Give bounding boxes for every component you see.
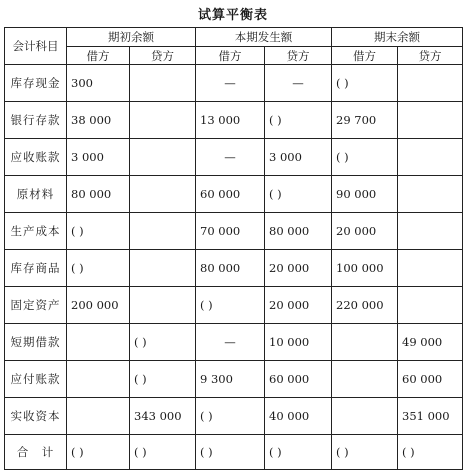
- cell-opening-credit: [130, 250, 196, 287]
- cell-period-debit: —: [196, 139, 265, 176]
- table-row: [5, 176, 463, 213]
- cell-period-credit: 3 000: [265, 139, 332, 176]
- header-group-closing: 期末余额: [332, 28, 463, 47]
- cell-closing-debit: 100 000: [332, 250, 398, 287]
- cell-period-credit: 20 000: [265, 287, 332, 324]
- cell-opening-credit: ( ): [130, 361, 196, 398]
- account-name: 生产成本: [5, 213, 67, 250]
- cell-period-credit: —: [265, 65, 332, 102]
- cell-period-debit: —: [196, 65, 265, 102]
- cell-closing-debit: [332, 361, 398, 398]
- trial-balance-table: [4, 27, 463, 470]
- cell-opening-debit: ( ): [67, 213, 130, 250]
- cell-period-credit: 40 000: [265, 398, 332, 435]
- cell-period-debit: 13 000: [196, 102, 265, 139]
- account-name: 银行存款: [5, 102, 67, 139]
- header-row-groups: [5, 28, 463, 47]
- cell-closing-debit: ( ): [332, 435, 398, 470]
- cell-opening-credit: [130, 213, 196, 250]
- account-name: 应付账款: [5, 361, 67, 398]
- cell-closing-credit: 60 000: [398, 361, 463, 398]
- cell-opening-credit: 343 000: [130, 398, 196, 435]
- header-group-period: 本期发生额: [196, 28, 332, 47]
- header-debit: 借方: [196, 47, 265, 65]
- cell-opening-credit: [130, 139, 196, 176]
- table-row: [5, 102, 463, 139]
- cell-closing-credit: [398, 287, 463, 324]
- cell-closing-debit: 29 700: [332, 102, 398, 139]
- header-row-sides: [5, 47, 463, 65]
- cell-opening-credit: [130, 287, 196, 324]
- cell-opening-debit: 200 000: [67, 287, 130, 324]
- header-debit: 借方: [332, 47, 398, 65]
- cell-closing-credit: [398, 65, 463, 102]
- total-row: [5, 435, 463, 470]
- account-name: 短期借款: [5, 324, 67, 361]
- cell-closing-credit: [398, 176, 463, 213]
- cell-opening-credit: [130, 176, 196, 213]
- cell-period-debit: 9 300: [196, 361, 265, 398]
- cell-opening-credit: ( ): [130, 324, 196, 361]
- cell-opening-debit: [67, 398, 130, 435]
- cell-opening-credit: [130, 102, 196, 139]
- header-credit: 贷方: [398, 47, 463, 65]
- table-row: [5, 213, 463, 250]
- cell-opening-debit: [67, 324, 130, 361]
- account-name: 固定资产: [5, 287, 67, 324]
- cell-closing-credit: 49 000: [398, 324, 463, 361]
- table-row: [5, 250, 463, 287]
- cell-closing-debit: [332, 324, 398, 361]
- cell-opening-debit: ( ): [67, 250, 130, 287]
- table-row: [5, 361, 463, 398]
- cell-period-debit: 70 000: [196, 213, 265, 250]
- cell-period-debit: ( ): [196, 435, 265, 470]
- table-body: [5, 65, 463, 470]
- account-name: 合 计: [5, 435, 67, 470]
- cell-opening-debit: 38 000: [67, 102, 130, 139]
- cell-opening-debit: [67, 361, 130, 398]
- account-name: 应收账款: [5, 139, 67, 176]
- cell-period-credit: 10 000: [265, 324, 332, 361]
- cell-period-debit: ( ): [196, 398, 265, 435]
- header-account: 会计科目: [5, 28, 67, 65]
- account-name: 实收资本: [5, 398, 67, 435]
- cell-closing-credit: [398, 102, 463, 139]
- cell-opening-credit: ( ): [130, 435, 196, 470]
- cell-period-credit: ( ): [265, 176, 332, 213]
- table-row: [5, 65, 463, 102]
- cell-opening-debit: ( ): [67, 435, 130, 470]
- account-name: 原材料: [5, 176, 67, 213]
- cell-closing-debit: ( ): [332, 65, 398, 102]
- cell-closing-debit: 220 000: [332, 287, 398, 324]
- cell-period-credit: ( ): [265, 102, 332, 139]
- cell-opening-credit: [130, 65, 196, 102]
- table-row: [5, 324, 463, 361]
- cell-period-credit: 80 000: [265, 213, 332, 250]
- cell-closing-credit: [398, 250, 463, 287]
- cell-closing-debit: 20 000: [332, 213, 398, 250]
- cell-period-debit: —: [196, 324, 265, 361]
- cell-closing-debit: ( ): [332, 139, 398, 176]
- cell-closing-debit: 90 000: [332, 176, 398, 213]
- header-credit: 贷方: [265, 47, 332, 65]
- cell-period-credit: ( ): [265, 435, 332, 470]
- cell-period-debit: 80 000: [196, 250, 265, 287]
- cell-period-debit: ( ): [196, 287, 265, 324]
- cell-period-debit: 60 000: [196, 176, 265, 213]
- cell-closing-debit: [332, 398, 398, 435]
- cell-closing-credit: [398, 213, 463, 250]
- cell-opening-debit: 3 000: [67, 139, 130, 176]
- header-debit: 借方: [67, 47, 130, 65]
- table-title: 试算平衡表: [197, 8, 268, 23]
- table-row: [5, 398, 463, 435]
- cell-period-credit: 20 000: [265, 250, 332, 287]
- cell-opening-debit: 80 000: [67, 176, 130, 213]
- header-credit: 贷方: [130, 47, 196, 65]
- cell-opening-debit: 300: [67, 65, 130, 102]
- header-group-opening: 期初余额: [67, 28, 196, 47]
- cell-closing-credit: ( ): [398, 435, 463, 470]
- table-row: [5, 139, 463, 176]
- account-name: 库存现金: [5, 65, 67, 102]
- account-name: 库存商品: [5, 250, 67, 287]
- cell-period-credit: 60 000: [265, 361, 332, 398]
- cell-closing-credit: [398, 139, 463, 176]
- table-row: [5, 287, 463, 324]
- cell-closing-credit: 351 000: [398, 398, 463, 435]
